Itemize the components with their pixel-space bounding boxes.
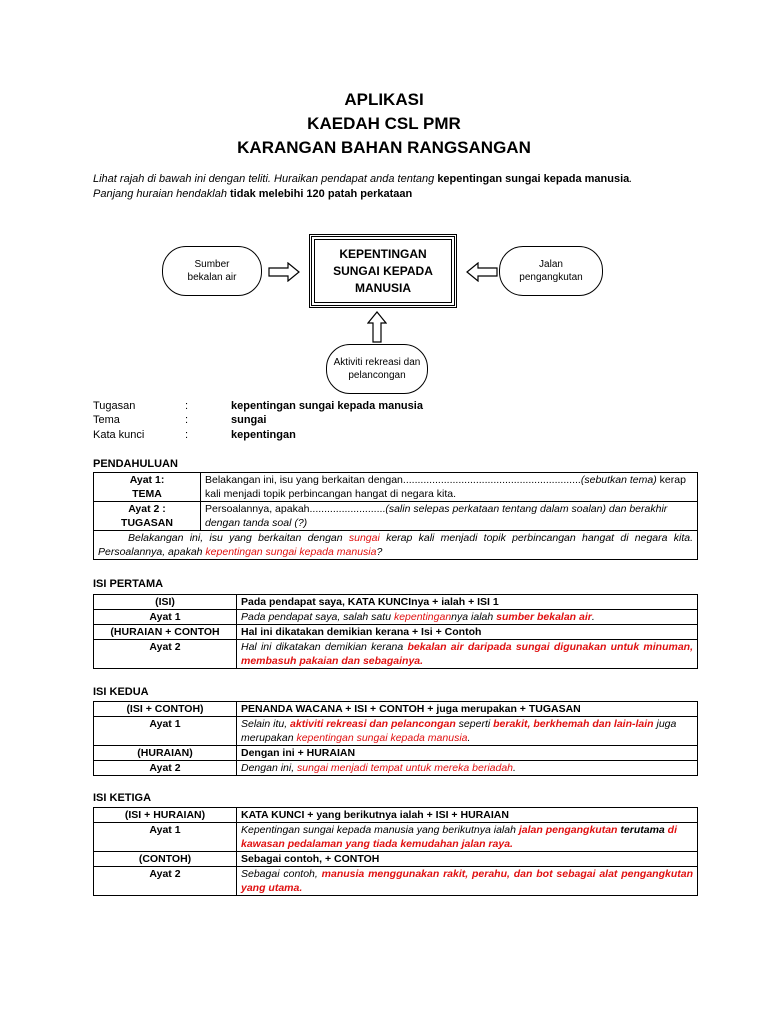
heading-isi-pertama: ISI PERTAMA <box>93 578 164 590</box>
diagram-node-bottom: Aktiviti rekreasi dan pelancongan <box>326 344 428 394</box>
diagram-node-left: Sumber bekalan air <box>162 246 262 296</box>
heading-pendahuluan: PENDAHULUAN <box>93 458 178 470</box>
table-row: Ayat 1: TEMA Belakangan ini, isu yang berkaitan dengan.............................................................(sebutkan tema) kerap kali menjadi topik perbincangan hangat di negara kita. <box>94 473 698 502</box>
info-row-kata-kunci: Kata kunci : kepentingan <box>93 429 296 441</box>
table-row: Ayat 2 Dengan ini, sungai menjadi tempat untuk mereka beriadah. <box>94 761 698 776</box>
info-row-tugasan: Tugasan : kepentingan sungai kepada manusia <box>93 400 423 412</box>
title-line-2: KAEDAH CSL PMR <box>307 114 461 133</box>
arrow-left-icon <box>466 262 498 282</box>
diagram-center-box: KEPENTINGAN SUNGAI KEPADA MANUSIA <box>309 234 457 308</box>
table-row: Ayat 2 Sebagai contoh, manusia menggunakan rakit, perahu, dan bot sebagai alat pengangkutan yang utama. <box>94 867 698 896</box>
intro-instruction: Lihat rajah di bawah ini dengan teliti. Huraikan pendapat anda tentang kepentingan sungai kepada manusia. Panjang huraian hendaklah tidak melebihi 120 patah perkataan <box>93 173 633 200</box>
info-row-tema: Tema : sungai <box>93 414 267 426</box>
arrow-up-icon <box>367 311 387 343</box>
table-row: Ayat 1 Selain itu, aktiviti rekreasi dan pelancongan seperti berakit, berkhemah dan lain-lain juga merupakan kepentingan sungai kepada manusia. <box>94 717 698 746</box>
table-isi-pertama <box>93 594 698 669</box>
diagram-node-right: Jalan pengangkutan <box>499 246 603 296</box>
table-row: Ayat 1 Pada pendapat saya, salah satu kepentingannya ialah sumber bekalan air. <box>94 610 698 625</box>
title-line-3: KARANGAN BAHAN RANGSANGAN <box>237 138 531 157</box>
table-row: (HURAIAN + CONTOH Hal ini dikatakan demikian kerana + Isi + Contoh <box>94 625 698 640</box>
table-row: Ayat 2 : TUGASAN Persoalannya, apakah..........................(salin selepas perkataan tentang dalam soalan) dan berakhir dengan tanda soal (?) <box>94 502 698 531</box>
arrow-right-icon <box>268 262 300 282</box>
heading-isi-ketiga: ISI KETIGA <box>93 792 152 804</box>
table-row: (ISI + HURAIAN) KATA KUNCI + yang berikutnya ialah + ISI + HURAIAN <box>94 808 698 823</box>
title-line-1: APLIKASI <box>344 90 424 109</box>
table-row: (ISI + CONTOH) PENANDA WACANA + ISI + CONTOH + juga merupakan + TUGASAN <box>94 702 698 717</box>
table-row: Belakangan ini, isu yang berkaitan dengan sungai kerap kali menjadi topik perbincangan hangat di negara kita. Persoalannya, apakah kepentingan sungai kepada manusia? <box>94 531 698 560</box>
table-row: (HURAIAN) Dengan ini + HURAIAN <box>94 746 698 761</box>
table-pendahuluan <box>93 472 698 560</box>
table-row: Ayat 1 Kepentingan sungai kepada manusia yang berikutnya ialah jalan pengangkutan terutama di kawasan pedalaman yang tiada kemudahan jalan raya. <box>94 823 698 852</box>
table-row: Ayat 2 Hal ini dikatakan demikian kerana bekalan air daripada sungai digunakan untuk minuman, membasuh pakaian dan sebagainya. <box>94 640 698 669</box>
table-row: (CONTOH) Sebagai contoh, + CONTOH <box>94 852 698 867</box>
table-row: (ISI) Pada pendapat saya, KATA KUNCInya + ialah + ISI 1 <box>94 595 698 610</box>
table-isi-kedua <box>93 701 698 776</box>
table-isi-ketiga <box>93 807 698 896</box>
heading-isi-kedua: ISI KEDUA <box>93 686 149 698</box>
